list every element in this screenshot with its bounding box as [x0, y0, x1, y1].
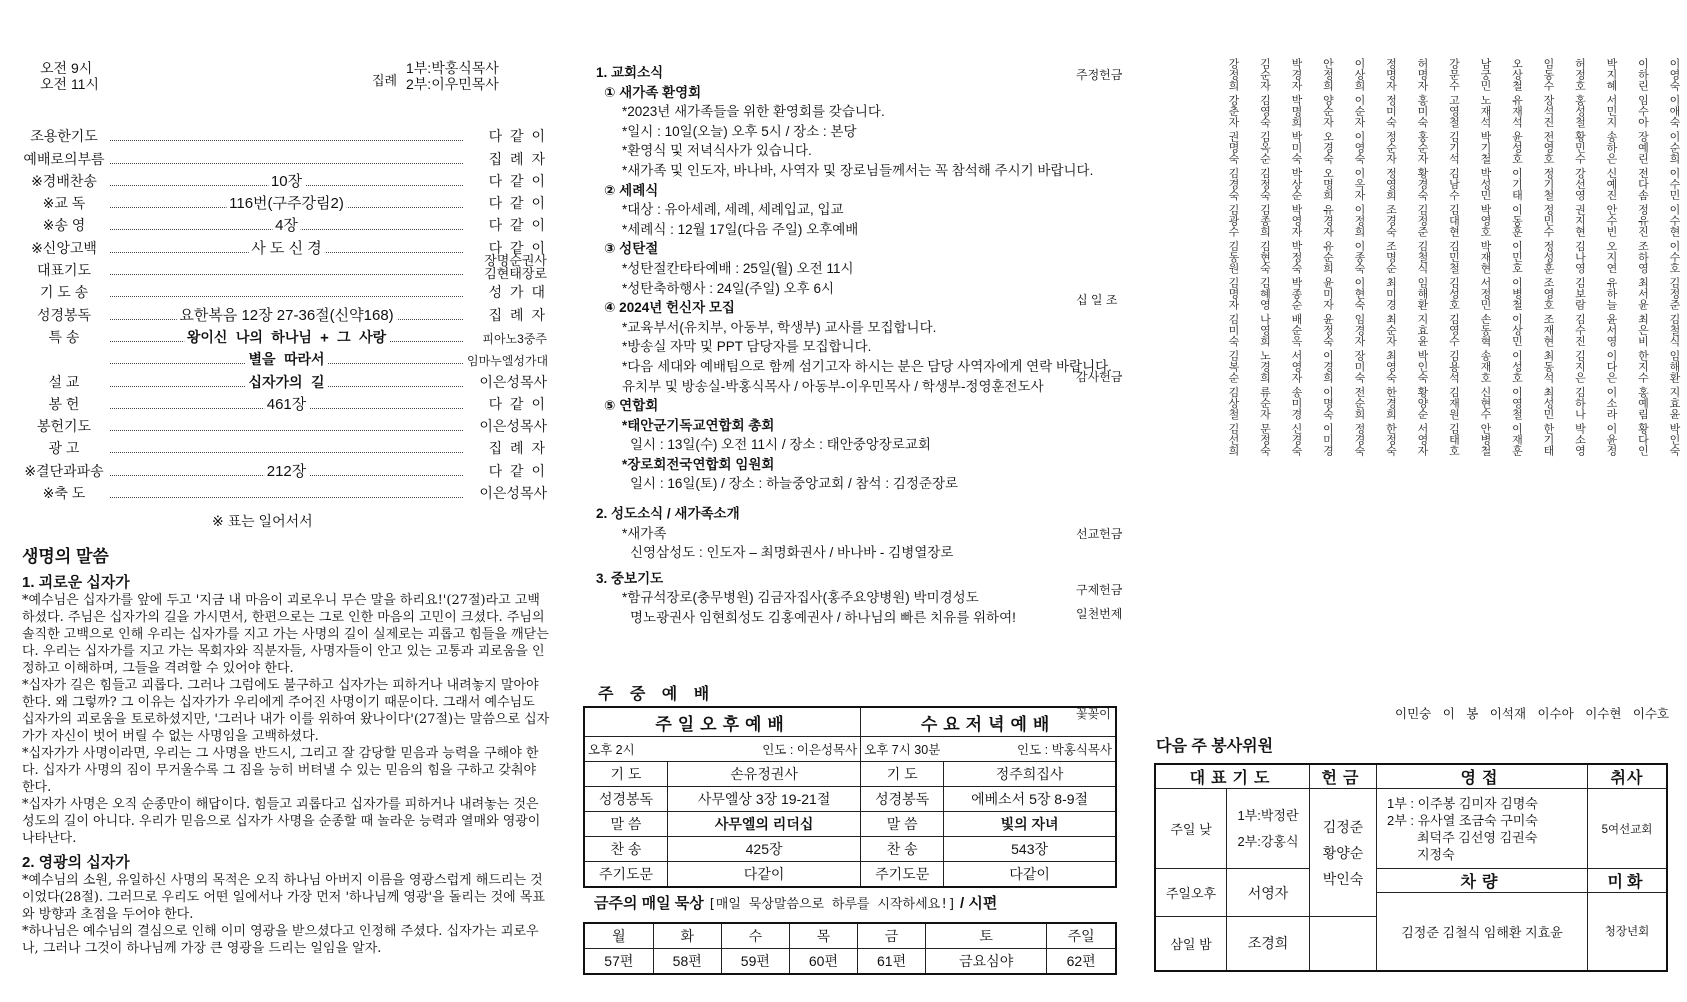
- offering-name-column: 이하린 임수아 장예린 전다솜 정유진 조하영 최서윤 최은비 한지수 홍예림 황다인: [1636, 58, 1650, 456]
- order-leader-dots: [110, 262, 463, 275]
- morning-times: [40, 60, 99, 92]
- meditation-days-row: [584, 923, 1116, 949]
- section-2-para: *예수님의 소원, 유일하신 사명의 목적은 오직 하나님 아버지 이름을 영광스럽게 해드리는 것이었다(28절). 그러므로 우리도 어떤 일에서나 가장 먼저 '하나님께 영광'을 돌리는 것에 목표와 방향과 초점을 두어야 한다.: [22, 873, 545, 922]
- order-content: 요한복음 12장 27-36절(신약168): [176, 304, 396, 325]
- offering-name-column: 강정희 강춘자 권명숙 김경숙 김광수 김동원 김명자 김미숙 김복순 김상철 김선희: [1227, 58, 1240, 456]
- welcome-line: 지정숙: [1417, 846, 1455, 862]
- service-item-label: 찬 송: [584, 837, 668, 862]
- service-item-value: 정주희집사: [944, 762, 1116, 787]
- order-person: 이은성목사: [479, 373, 547, 390]
- order-label: 기 도 송: [39, 284, 89, 301]
- order-person-first: 장명순권사: [484, 253, 547, 269]
- news-line: *성탄축하행사 : 24일(주일) 오후 6시: [622, 280, 835, 296]
- time-second: 오전 11시: [40, 76, 99, 92]
- presider-first: 1부:박홍식목사: [406, 60, 499, 76]
- col-cooking: 취사: [1588, 764, 1668, 789]
- news-line: *교육부서(유치부, 아동부, 학생부) 교사를 모집합니다.: [622, 319, 937, 335]
- service-item-label: 기 도: [584, 762, 668, 787]
- worship-order: [22, 124, 547, 503]
- sermon-notes-title: 생명의 말씀: [22, 547, 109, 566]
- order-label: ※교 독: [42, 195, 86, 212]
- order-row: [22, 458, 547, 480]
- meditation-day: 금: [858, 923, 926, 949]
- offering-name-column: 허정호 홍성철 황민수 강선영 권지현 김나영 김보람 김수진 김지은 김하나 박소영: [1573, 58, 1587, 456]
- meditation-subtitle: [매일 묵상말씀으로 하루를 시작하세요!]: [707, 897, 956, 912]
- order-row: [22, 481, 547, 503]
- order-label: ※경배찬송: [31, 172, 97, 189]
- service-row: [584, 837, 1116, 862]
- meditation-day: 화: [653, 923, 721, 949]
- row-wednesday-prayer: 조경희: [1227, 917, 1310, 971]
- offering-member: 김정준: [1322, 818, 1364, 835]
- row-wednesday-label: 삼일 밤: [1155, 917, 1227, 971]
- order-content: 별을 따라서: [245, 349, 327, 369]
- order-leader-dots: [110, 351, 463, 369]
- meditation-chapter: 61편: [858, 949, 926, 975]
- service-item-value: 빛의 자녀: [944, 812, 1116, 837]
- order-row: [22, 253, 547, 282]
- col-offering: 헌금: [1310, 764, 1377, 789]
- meditation-chapter: 57편: [584, 949, 653, 975]
- church-news: [596, 63, 1126, 628]
- news-line: *새가족 및 인도자, 바나바, 사역자 및 장로님들께서는 꼭 참석해 주시기 바랍니다.: [622, 162, 1094, 178]
- news-subtitle: *새가족: [622, 525, 667, 541]
- order-label: ※결단과파송: [24, 462, 104, 479]
- order-label: 광 고: [48, 440, 80, 457]
- order-content: 212장: [264, 460, 310, 481]
- order-person: 다 같 이: [488, 395, 547, 412]
- sermon-notes: [22, 542, 550, 957]
- order-content: 십자가의 길: [245, 372, 327, 392]
- offering-name-column: 허명자 홍미숙 홍순자 황경숙 김정준 김철식 임해환 지효윤 박인숙 황양순 서영자: [1416, 58, 1429, 456]
- news-heading-1: 1. 교회소식: [596, 65, 664, 80]
- service-item-value: 425장: [668, 837, 861, 862]
- order-leader-dots: [110, 217, 463, 235]
- order-person: 다 같 이: [488, 195, 547, 212]
- order-leader-dots: [110, 395, 463, 413]
- meditation-chapter: 금요심야: [926, 949, 1047, 975]
- order-leader-dots: [110, 128, 463, 141]
- offering-name-column: 박경자 박명희 박미숙 박상순 박영자 박정숙 박종순 배순옥 서영자 송미경 신경숙: [1290, 58, 1303, 456]
- service-item-label: 기 도: [861, 762, 944, 787]
- order-label: ※송 영: [42, 217, 86, 234]
- news-item-title: ② 세례식: [604, 182, 659, 198]
- offering-member: 박인숙: [1322, 870, 1364, 887]
- offering-name-column: 임동수 장석진 전영호 정기철 정민수 정성훈 조영호 조재현 최동석 최성민 한기태: [1542, 58, 1555, 456]
- service-item-value: 다같이: [668, 862, 861, 888]
- section-1-title: 1. 괴로운 십자가: [22, 574, 130, 591]
- order-person: 다 같 이: [488, 128, 547, 145]
- order-person: 성 가 대: [488, 284, 547, 301]
- offering-member: 황양순: [1322, 844, 1364, 861]
- meditation-day: 주일: [1047, 923, 1116, 949]
- meditation-chapter: 60편: [789, 949, 857, 975]
- order-content: 4장: [272, 214, 301, 235]
- wednesday-service-title: 수요저녁예배: [861, 707, 1116, 737]
- meditation-chapter: 58편: [653, 949, 721, 975]
- news-subtitle: *태안군기독교연합회 총회: [622, 417, 775, 433]
- news-subtitle: *장로회전국연합회 임원회: [622, 456, 775, 472]
- order-label: 조용한기도: [30, 128, 98, 145]
- order-person: 다 같 이: [488, 462, 547, 479]
- order-leader-dots: [110, 239, 463, 257]
- offering-team: [1310, 789, 1377, 917]
- row-afternoon-prayer: 서영자: [1227, 869, 1310, 917]
- order-label: 성경봉독: [36, 306, 92, 323]
- service-item-label: 말 씀: [584, 812, 668, 837]
- presider-second: 2부:이우민목사: [406, 76, 499, 92]
- order-label: 봉 헌: [48, 395, 80, 412]
- order-leader-dots: [110, 284, 463, 297]
- meditation-table: [583, 922, 1117, 975]
- service-item-label: 성경봉독: [861, 787, 944, 812]
- section-2-para: *하나님은 예수님의 결심으로 인해 이미 영광을 받으셨다고 인정해 주셨다. 십자가는 괴로우나, 그러나 그것이 하나님께 가장 큰 영광을 드리는 일임을 알자.: [22, 924, 539, 956]
- service-item-value: 사무엘상 3장 19-21절: [668, 787, 861, 812]
- vehicle-team: 김정준 김철식 임해환 지효윤: [1377, 893, 1588, 971]
- news-line: *환영식 및 저녁식사가 있습니다.: [622, 143, 812, 159]
- order-leader-dots: [110, 485, 463, 498]
- news-line: *함규석장로(충무병원) 김금자집사(홍주요양병원) 박미경성도: [622, 590, 979, 606]
- news-item-title: ⑤ 연합회: [604, 398, 659, 414]
- order-person: 다 같 이: [488, 217, 547, 234]
- order-leader-dots: [110, 172, 463, 190]
- meditation-values-row: [584, 949, 1116, 975]
- cleaning-team: 청장년회: [1588, 893, 1668, 971]
- offering-label-flower: 꽃꽂이: [1076, 707, 1111, 721]
- order-person: 피아노3중주: [482, 331, 547, 346]
- offering-name-column: 김순자 김영숙 김옥순 김정숙 김종희 김현숙 김혜영 나영희 노경희 류순자 문정숙: [1258, 58, 1272, 456]
- section-1-para: *십자가 사명은 오직 순종만이 해답이다. 힘들고 괴롭다고 십자가를 피하거나 내려놓는 것은 성도의 길이 아니다. 우리가 믿음으로 십자가 사명을 순종할 때 놀라운 능력과 열매와 영광이 나타난다.: [22, 797, 541, 846]
- order-content: 461장: [264, 393, 310, 414]
- news-item-title: ④ 2024년 헌신자 모집: [604, 300, 735, 316]
- news-line: 일시 : 13일(수) 오전 11시 / 장소 : 태안중앙장로교회: [630, 437, 931, 453]
- offering-label-mission: 선교헌금: [1076, 527, 1123, 541]
- cooking-team: 5여선교회: [1588, 789, 1668, 869]
- order-label: 설 교: [48, 373, 80, 390]
- section-1-para: *예수님은 십자가를 앞에 두고 '지금 내 마음이 괴로우니 무슨 말을 하리요!'(27절)라고 고백하셨다. 주님은 십자가의 길을 가시면서, 한편으로는 그로 인한 마음의 고민이 크셨다. 주님의 솔직한 고백으로 인해 우리는 십자가를 지고 가는 사명의 길이 실제로는 괴롭고 힘들을 깨닫는다. 우리는 십자가를 지고 가는 목회자와 직분자들, 사명자들이 안고 있는 고통과 괴로움을 인정하고 이해하며, 그들을 격려할 수 있어야 한다.: [22, 593, 549, 676]
- service-item-label: 찬 송: [861, 837, 944, 862]
- order-row: [22, 191, 547, 213]
- offering-name-column: 이상희 이순자 이영숙 이옥자 이정희 이종숙 이현숙 임경자 장미숙 전순희 정경숙: [1353, 58, 1366, 456]
- news-line: *다음 세대와 예배팀으로 함께 섬기고자 하시는 분은 담당 사역자에게 연락 바랍니다.: [622, 358, 1112, 374]
- order-row: [22, 146, 547, 168]
- welcome-line: 2부 : 유사열 조금숙 구미숙: [1387, 812, 1538, 828]
- service-row: [584, 812, 1116, 837]
- col-cleaning: 미화: [1588, 869, 1668, 893]
- order-row: [22, 302, 547, 324]
- order-row: [22, 124, 547, 146]
- news-line: 일시 : 16일(토) / 장소 : 하늘중앙교회 / 참석 : 김정준장로: [630, 476, 959, 492]
- news-line: *일시 : 10일(오늘) 오후 5시 / 장소 : 본당: [622, 123, 857, 139]
- news-line: *2023년 새가족들을 위한 환영회를 갖습니다.: [622, 104, 885, 120]
- offering-name-column: 강문수 고영철 김기석 김남수 김대현 김민철 김성호 김영수 김용석 김재원 김태호: [1447, 58, 1461, 456]
- meditation-day: 토: [926, 923, 1047, 949]
- order-person: 임마누엘성가대: [467, 354, 549, 369]
- news-line: *방송실 자막 및 PPT 담당자를 모집합니다.: [622, 339, 872, 355]
- section-1-para: *십자가가 사명이라면, 우리는 그 사명을 반드시, 그리고 잘 감당할 믿음과 능력을 구해야 한다. 십자가 사명의 짐이 무거울수록 그 짐을 능히 버텨낼 수 있는 믿음의 힘을 구하고 갖춰야 한다.: [22, 746, 539, 795]
- time-first: 오전 9시: [40, 60, 93, 76]
- order-leader-dots: [110, 440, 463, 453]
- offering-label-thanks: 감사헌금: [1076, 370, 1123, 384]
- col-welcome: 영접: [1377, 764, 1588, 789]
- order-person: [467, 254, 547, 280]
- order-row: [22, 369, 547, 391]
- order-person: 이은성목사: [479, 485, 547, 502]
- service-item-value: 다같이: [944, 862, 1116, 888]
- news-line: 신영삼성도 : 인도자 – 최명화권사 / 바나바 - 김병열장로: [630, 545, 954, 561]
- service-item-value: 손유정권사: [668, 762, 861, 787]
- offering-name-column: 박지혜 서민지 송하은 신예진 안수빈 오지연 유하늘 윤서영 이다은 이소라 이윤정: [1605, 58, 1618, 456]
- wednesday-leader: 인도 : 박홍식목사: [1017, 743, 1112, 757]
- order-leader-dots: [110, 462, 463, 480]
- order-row: [22, 280, 547, 302]
- section-1-para: *십자가 길은 힘들고 괴롭다. 그러나 그럼에도 불구하고 십자가는 피하거나 내려놓지 말아야 한다. 왜 그렇까? 그 이유는 십자가가 우리에게 주어진 사명이기 때문이다. 그래서 예수님도 십자가의 괴로움을 토로하셨지만, '그러나 내가 이를 위하여 왔나이다'(27절)는 말씀으로 십자가가 자신이 벗어 버릴 수 없는 사명임을 고백하셨다.: [22, 678, 550, 744]
- meditation-chapter: 62편: [1047, 949, 1116, 975]
- news-line: 명노광권사 임현희성도 김홍예권사 / 하나님의 빠른 치유를 위하여!: [630, 610, 1016, 626]
- news-item-title: ③ 성탄절: [604, 241, 659, 257]
- section-2-title: 2. 영광의 십자가: [22, 854, 130, 871]
- order-person-second: 김현태장로: [484, 266, 547, 282]
- meditation-book: / 시편: [960, 895, 998, 912]
- order-row: [22, 169, 547, 191]
- order-leader-dots: [110, 306, 463, 324]
- order-person: 다 같 이: [488, 172, 547, 189]
- service-item-value: 에베소서 5장 8-9절: [944, 787, 1116, 812]
- row-afternoon-label: 주일오후: [1155, 869, 1227, 917]
- order-label: ※축 도: [42, 485, 86, 502]
- volunteers-title: 다음 주 봉사위원: [1156, 738, 1274, 755]
- service-item-label: 주기도문: [861, 862, 944, 888]
- order-person: 집 례 자: [488, 440, 547, 457]
- offering-name-column: 오상철 유재석 윤성호 이기태 이동훈 이민호 이병철 이상민 이성호 이영철 이재훈: [1510, 58, 1524, 456]
- order-label: 특 송: [48, 328, 80, 345]
- welcome-team: [1377, 789, 1588, 869]
- order-person: 이은성목사: [479, 418, 547, 435]
- order-person: 집 례 자: [488, 306, 547, 323]
- order-label: 봉헌기도: [36, 418, 92, 435]
- news-line: 유치부 및 방송실-박홍식목사 / 아동부-이우민목사 / 학생부-정영훈전도사: [622, 378, 1044, 394]
- welcome-line: 1부 : 이주봉 김미자 김명숙: [1387, 795, 1538, 811]
- order-leader-dots: [110, 374, 463, 391]
- offering-label-relief: 구제헌금: [1076, 583, 1123, 597]
- presiders: [406, 60, 499, 92]
- sunday-leader: 인도 : 이은성목사: [762, 743, 858, 757]
- order-leader-dots: [110, 329, 463, 346]
- prayer-first: 1부:박정란: [1237, 807, 1299, 823]
- stand-note: ※ 표는 일어서서: [212, 513, 313, 529]
- meditation-chapter: 59편: [721, 949, 789, 975]
- meditation-title: 금주의 매일 묵상: [594, 895, 704, 912]
- col-prayer: 대표기도: [1155, 764, 1310, 789]
- service-item-value: 543장: [944, 837, 1116, 862]
- news-line: *세례식 : 12월 17일(다음 주일) 오후예배: [622, 221, 859, 237]
- order-row: [22, 347, 547, 369]
- news-heading-3: 3. 중보기도: [596, 570, 664, 586]
- order-leader-dots: [110, 151, 463, 164]
- sunday-time: 오후 2시: [588, 743, 635, 757]
- order-content: 사 도 신 경: [248, 237, 324, 258]
- order-row: [22, 213, 547, 235]
- news-line: *성탄절칸타타예배 : 25일(월) 오전 11시: [622, 260, 854, 276]
- sunday-service-title: 주일오후예배: [584, 707, 861, 737]
- offering-name-column: 남궁민 노재석 박기철 박성민 박영호 박재현 서정민 손동혁 송재호 신현수 안병철: [1479, 58, 1492, 456]
- order-label: ※신앙고백: [31, 239, 97, 256]
- order-row: [22, 392, 547, 414]
- presider-label: 집례: [372, 73, 398, 88]
- weekly-services-table: [583, 706, 1117, 888]
- offering-label-main: 주정헌금: [1076, 68, 1123, 82]
- order-label: 예배로의부름: [23, 150, 105, 167]
- meditation-day: 목: [789, 923, 857, 949]
- col-vehicle: 차량: [1377, 869, 1588, 893]
- service-row: [584, 762, 1116, 787]
- order-content: 10장: [268, 170, 305, 191]
- wednesday-service-info: [861, 737, 1116, 762]
- order-leader-dots: [110, 418, 463, 431]
- order-row: [22, 325, 547, 347]
- meditation-heading: [594, 892, 997, 913]
- row-sunday-prayer: [1227, 789, 1310, 869]
- order-label: 대표기도: [36, 262, 92, 279]
- volunteers-table: [1154, 763, 1668, 972]
- order-content: 왕이신 나의 하나님 + 그 사랑: [184, 327, 389, 347]
- meditation-day: 월: [584, 923, 653, 949]
- offering-label-tithe: 십 일 조: [1076, 293, 1118, 307]
- order-leader-dots: [110, 195, 463, 213]
- offering-name-column: 안정희 양순자 오경숙 오명희 유경자 유순희 윤미자 윤정숙 이경희 이명숙 이미경: [1321, 58, 1335, 456]
- service-item-label: 주기도문: [584, 862, 668, 888]
- news-heading-2: 2. 성도소식 / 새가족소개: [596, 506, 740, 522]
- offering-label-thousand: 일천번제: [1076, 607, 1123, 621]
- service-rows: [584, 762, 1116, 888]
- news-item-title: ① 새가족 환영회: [604, 84, 702, 100]
- row-sunday-label: 주일 낮: [1155, 789, 1227, 869]
- service-item-value: 사무엘의 리더십: [668, 812, 861, 837]
- welcome-line: 최덕주 김선영 김권숙: [1417, 829, 1538, 845]
- service-row: [584, 862, 1116, 888]
- flower-names: 이민숭 이 봉 이석재 이수아 이수현 이수호: [1395, 707, 1670, 721]
- news-line: *대상 : 유아세례, 세례, 세례입교, 입교: [622, 202, 844, 218]
- weekly-services-title: 주 중 예 배: [598, 686, 716, 703]
- order-content: 116번(구주강림2): [226, 192, 347, 213]
- offering-name-column: 이영숙 이애숙 이순희 이수민 이수현 이수호 김정준 김철식 임해환 지효윤 박인숙: [1668, 58, 1681, 456]
- order-row: [22, 414, 547, 436]
- sunday-service-info: [584, 737, 861, 762]
- offering-name-column: 정명자 정미숙 정순자 정영희 조경숙 조명순 최미경 최순자 최영숙 한경희 한정숙: [1384, 58, 1398, 456]
- order-person: 다 같 이: [488, 239, 547, 256]
- service-row: [584, 787, 1116, 812]
- order-person: 집 례 자: [488, 150, 547, 167]
- prayer-second: 2부:강홍식: [1237, 833, 1299, 849]
- service-item-label: 말 씀: [861, 812, 944, 837]
- meditation-day: 수: [721, 923, 789, 949]
- service-item-label: 성경봉독: [584, 787, 668, 812]
- wednesday-time: 오후 7시 30분: [864, 743, 941, 757]
- order-row: [22, 436, 547, 458]
